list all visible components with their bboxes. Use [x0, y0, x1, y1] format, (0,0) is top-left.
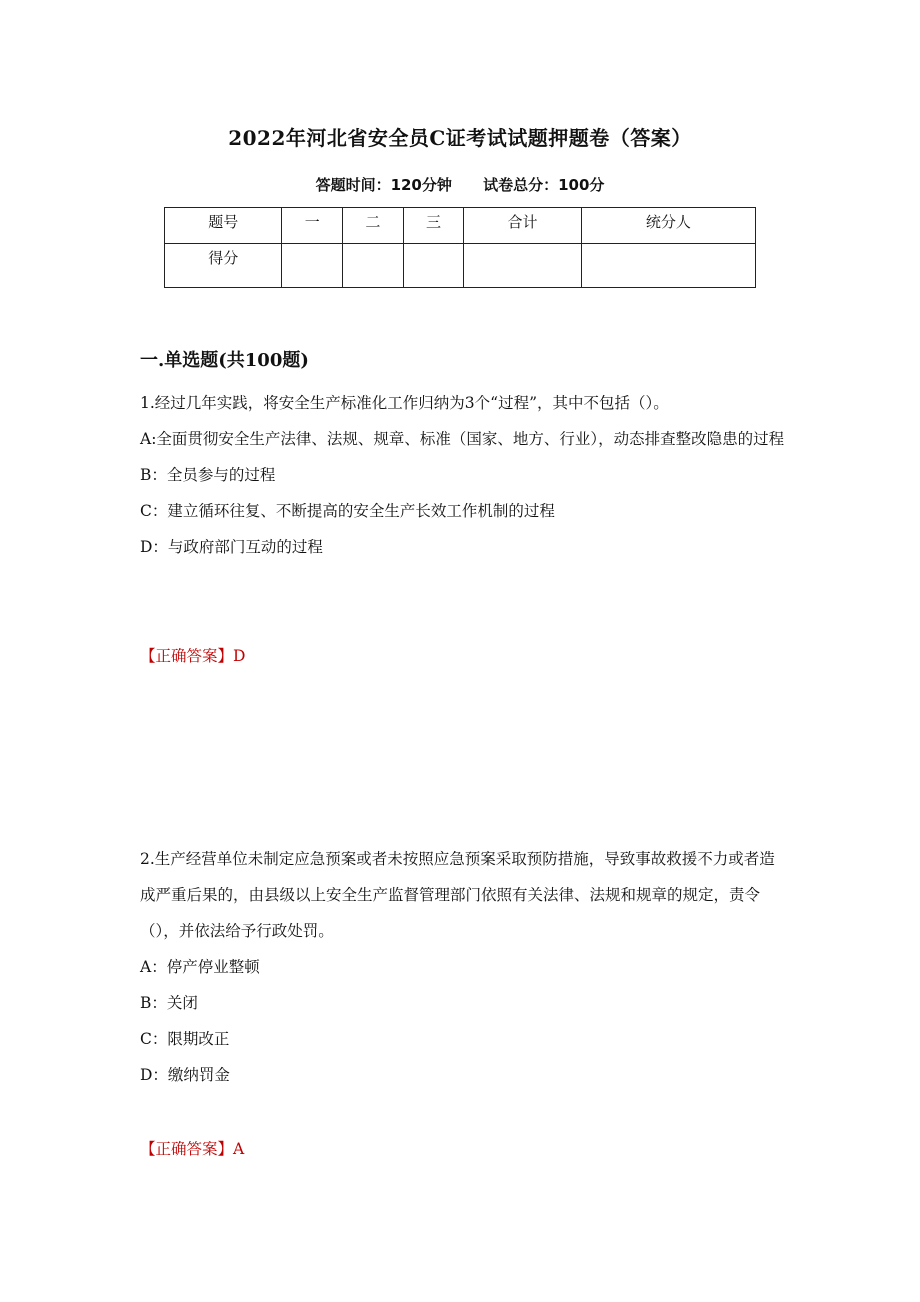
score-header-cell: 合计	[464, 208, 581, 244]
score-table	[164, 207, 756, 288]
exam-meta	[0, 174, 920, 195]
option-b: B：关闭	[140, 994, 198, 1012]
question-2	[140, 841, 790, 1093]
score-cell	[343, 244, 404, 288]
score-header-cell: 三	[403, 208, 464, 244]
question-stem: 1.经过几年实践，将安全生产标准化工作归纳为3个“过程”，其中不包括（）。	[140, 394, 669, 412]
option-a: A:全面贯彻安全生产法律、法规、规章、标准（国家、地方、行业），动态排查整改隐患的过程	[140, 430, 785, 448]
option-a: A：停产停业整顿	[140, 958, 260, 976]
document-title: 2022年河北省安全员C证考试试题押题卷（答案）	[228, 126, 692, 150]
answer-1: 【正确答案】D	[140, 647, 246, 665]
section-title: 一.单选题(共100题)	[140, 350, 309, 371]
score-cell	[282, 244, 343, 288]
score-header-cell: 一	[282, 208, 343, 244]
exam-total-score: 试卷总分：100分	[483, 176, 605, 194]
exam-time: 答题时间：120分钟	[315, 176, 452, 194]
option-d: D：与政府部门互动的过程	[140, 538, 323, 556]
score-cell	[464, 244, 581, 288]
score-header-cell: 统分人	[581, 208, 755, 244]
score-cell	[581, 244, 755, 288]
score-header-cell: 题号	[165, 208, 282, 244]
option-b: B：全员参与的过程	[140, 466, 276, 484]
question-1	[140, 385, 790, 565]
option-c: C：限期改正	[140, 1030, 230, 1048]
score-cell	[403, 244, 464, 288]
question-stem: 2.生产经营单位未制定应急预案或者未按照应急预案采取预防措施，导致事故救援不力或者造成严重后果的，由县级以上安全生产监督管理部门依照有关法律、法规和规章的规定，责令（），并依法给予行政处罚。	[140, 850, 775, 940]
score-table-row	[165, 244, 756, 288]
score-table-header-row	[165, 208, 756, 244]
answer-2: 【正确答案】A	[140, 1140, 245, 1158]
option-d: D：缴纳罚金	[140, 1066, 230, 1084]
option-c: C：建立循环往复、不断提高的安全生产长效工作机制的过程	[140, 502, 555, 520]
score-header-cell: 二	[343, 208, 404, 244]
score-row-label: 得分	[165, 244, 282, 288]
